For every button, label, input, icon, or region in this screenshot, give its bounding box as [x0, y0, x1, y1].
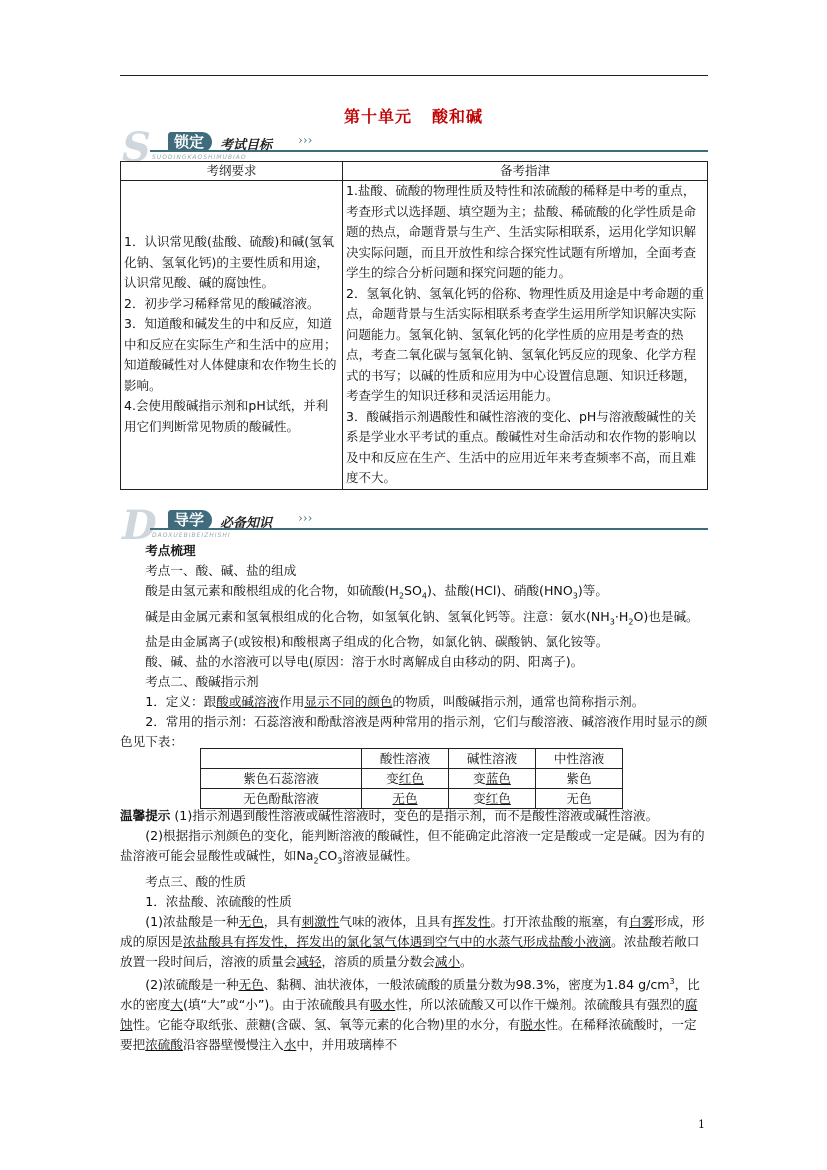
page-number: 1 [698, 1118, 705, 1131]
knowledge-section-2 [120, 806, 708, 1055]
banner-tag: 导学 [168, 510, 212, 530]
base-color: 变蓝色 [449, 769, 536, 789]
chevron-right-icon: ››› [298, 133, 313, 147]
banner-subtitle: 必备知识 [220, 516, 273, 531]
point-heading: 考点二、酸碱指示剂 [145, 674, 259, 690]
base-color: 变红色 [449, 789, 536, 809]
table-header: 备考指津 [343, 162, 708, 181]
table-header [201, 749, 362, 769]
unit-number: 第十单元 [343, 107, 412, 126]
paragraph-h2so4: (2)浓硫酸是一种无色、黏稠、油状液体，一般浓硫酸的质量分数为98.3%，密度为1.84 $g/cm^3$，比水的密度大(填“大”或“小”)。由于浓硫酸具有吸水性，所以浓硫酸又可以作干燥剂。浓硫酸具有强烈的腐蚀性。它能夺取纸张、蔗糖(含碳、氢、氧等元素的化合物)里的水分，有脱水性。在稀释浓硫酸时，一定要把浓硫酸沿容器壁慢慢注入水中，并用玻璃棒不 [120, 976, 700, 1052]
paragraph-common: 2．常用的指示剂：石蕊溶液和酚酞溶液是两种常用的指示剂，它们与酸溶液、碱溶液作用时显示的颜色见下表： [120, 714, 708, 750]
banner-letter: S [122, 124, 151, 171]
guidance-cell [343, 181, 708, 490]
banner-tag: 锁定 [168, 132, 212, 152]
tip-2: (2)根据指示剂颜色的变化，能判断溶液的酸碱性，但不能确定此溶液一定是酸或一定是碱。因为有的盐溶液可能会显酸性或碱性，如$Na_2CO_3$溶液显碱性。 [120, 828, 705, 866]
syllabus-item: 2．初步学习稀释常见的酸碱溶液。 [124, 295, 320, 311]
guidance-item: 3．酸碱指示剂遇酸性和碱性溶液的变化、pH与溶液酸碱性的关系是学业水平考试的重点。酸碱性对生命活动和农作物的影响以及中和反应在生产、生活中的应用近年来考查频率不高，而且难度不大。 [346, 408, 697, 485]
indicator-name: 紫色石蕊溶液 [201, 769, 362, 789]
unit-name: 酸和碱 [432, 107, 484, 126]
table-header: 碱性溶液 [449, 749, 536, 769]
table-row [201, 769, 623, 789]
requirements-table [120, 161, 708, 490]
guidance-item: 2．氢氧化钠、氢氧化钙的俗称、物理性质及用途是中考命题的重点，命题背景与生活实际相联系考查学生运用所学知识解决实际问题能力。氢氧化钠、氢氧化钙的化学性质的应用是考查的热点，考查二氧化碳与氢氧化钠、氢氧化钙反应的现象、化学方程式的书写；以碱的性质和应用为中心设置信息题、知识迁移题，考查学生的知识迁移和灵活运用能力。 [346, 285, 704, 403]
banner-pinyin: DAOXUEBIBEIZHISHI [152, 532, 231, 539]
indicator-table [200, 748, 623, 809]
knowledge-section-1 [120, 541, 708, 752]
acid-color: 变红色 [362, 769, 449, 789]
table-header: 酸性溶液 [362, 749, 449, 769]
paragraph-base: 碱是由金属元素和氢氧根组成的化合物，如氢氧化钠、氢氧化钙等。注意：氨水$(NH_3\cdot H_2O)$也是碱。 [145, 608, 699, 627]
paragraph-conduct: 酸、碱、盐的水溶液可以导电(原因：溶于水时离解成自由移动的阴、阳离子)。 [145, 654, 584, 670]
indicator-name: 无色酚酞溶液 [201, 789, 362, 809]
acid-color: 无色 [362, 789, 449, 809]
section-banner-knowledge [120, 502, 708, 549]
paragraph-acid: 酸是由氢元素和酸根组成的化合物，如硫酸$(H_2SO_4)$、盐酸(HCl)、硝酸$(HNO_3)$等。 [145, 583, 608, 601]
banner-subtitle: 考试目标 [220, 138, 273, 153]
paragraph-hcl: (1)浓盐酸是一种无色，具有刺激性气味的液体，且具有挥发性。打开浓盐酸的瓶塞，有白雾形成，形成的原因是浓盐酸具有挥发性，挥发出的氯化氢气体遇到空气中的水蒸气形成盐酸小液滴。浓盐酸若敞口放置一段时间后，溶液的质量会减轻，溶质的质量分数会减小。 [120, 913, 705, 969]
section-heading: 考点梳理 [145, 543, 196, 558]
syllabus-item: 3．知道酸和碱发生的中和反应，知道中和反应在实际生产和生活中的应用；知道酸碱性对人体健康和农作物生长的影响。 [124, 316, 337, 393]
point-heading: 考点三、酸的性质 [145, 873, 246, 889]
chevron-right-icon: ››› [298, 511, 313, 525]
point-heading: 考点一、酸、碱、盐的组成 [145, 563, 297, 578]
syllabus-cell [121, 181, 343, 490]
neutral-color: 紫色 [536, 769, 623, 789]
table-header: 中性溶液 [536, 749, 623, 769]
banner-letter: D [122, 502, 157, 549]
syllabus-item: 1．认识常见酸(盐酸、硫酸)和碱(氢氧化钠、氢氧化钙)的主要性质和用途，认识常见酸、碱的腐蚀性。 [124, 234, 335, 291]
syllabus-item: 4.会使用酸碱指示剂和pH试纸，并利用它们判断常见物质的酸碱性。 [124, 398, 329, 434]
header-rule [120, 75, 708, 76]
guidance-item: 1.盐酸、硫酸的物理性质及特性和浓硫酸的稀释是中考的重点，考查形式以选择题、填空题为主；盐酸、稀硫酸的化学性质是命题的热点，命题背景与生产、生活实际相联系，运用化学知识解决实际问题，而且开放性和综合探究性试题有所增加，全面考查学生的综合分析问题和探究问题的能力。 [346, 183, 697, 280]
table-header: 考纲要求 [121, 162, 343, 181]
paragraph-salt: 盐是由金属离子(或铵根)和酸根离子组成的化合物，如氯化钠、碳酸钠、氯化铵等。 [145, 634, 609, 650]
paragraph-definition: 1．定义：跟酸或碱溶液作用显示不同的颜色的物质，叫酸碱指示剂，通常也简称指示剂。 [145, 694, 645, 710]
tip-1: 温馨提示 (1)指示剂遇到酸性溶液或碱性溶液时，变色的是指示剂，而不是酸性溶液或碱性溶液。 [120, 808, 659, 823]
neutral-color: 无色 [536, 789, 623, 809]
sub-heading: 1．浓盐酸、浓硫酸的性质 [145, 893, 292, 909]
banner-pinyin: SUODINGKAOSHIMUBIAO [152, 154, 247, 161]
